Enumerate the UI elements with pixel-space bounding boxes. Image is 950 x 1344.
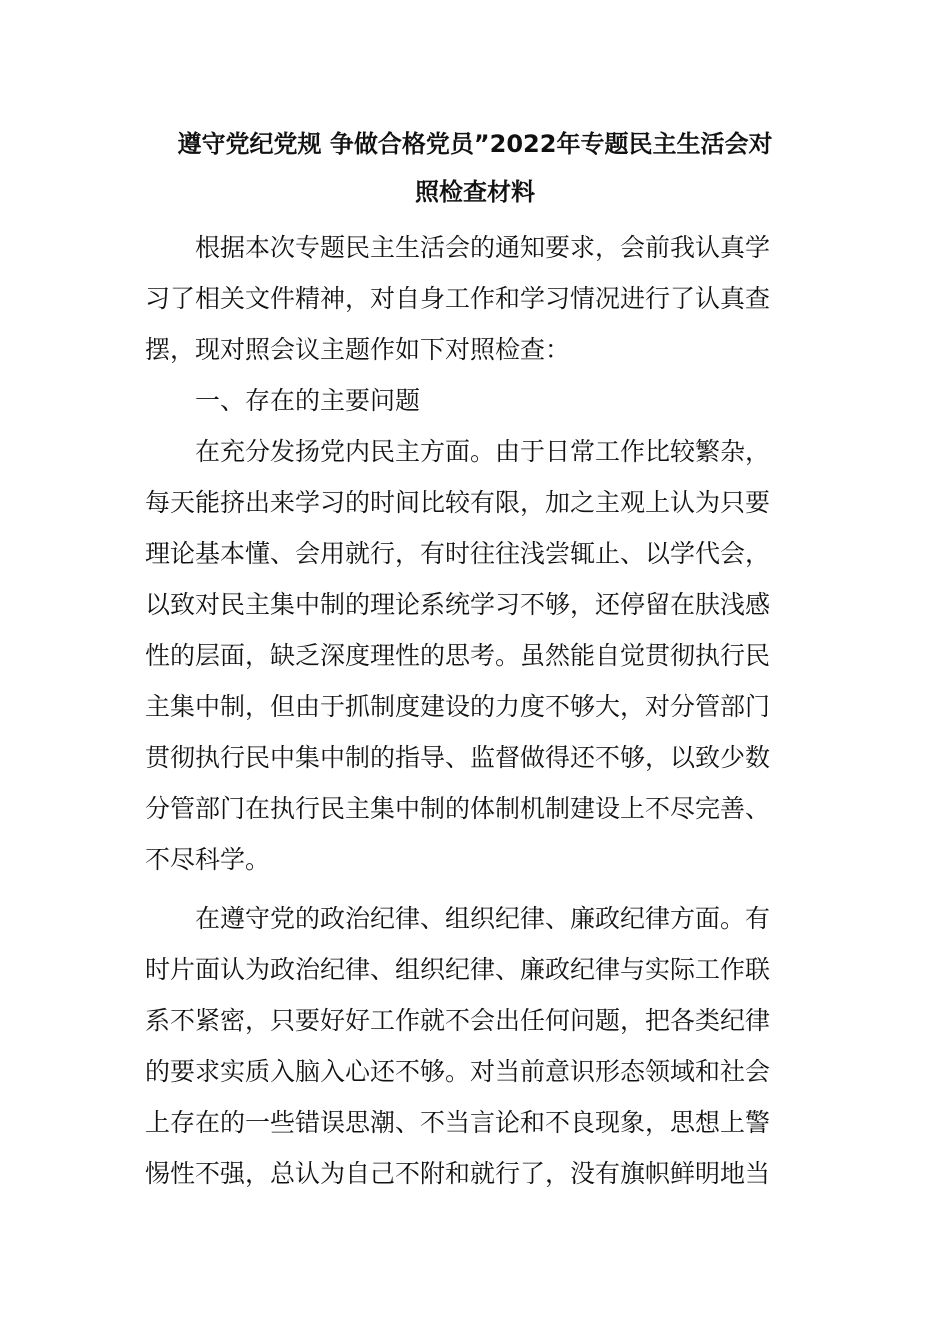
document-title	[120, 120, 830, 216]
paragraph-line: 分管部门在执行民主集中制的体制机制建设上不尽完善、	[145, 794, 771, 823]
paragraph-line: 性的层面，缺乏深度理性的思考。虽然能自觉贯彻执行民	[145, 641, 771, 670]
paragraph-line: 主集中制，但由于抓制度建设的力度不够大，对分管部门	[145, 692, 771, 721]
paragraph-line: 系不紧密，只要好好工作就不会出任何问题，把各类纪律	[145, 1006, 771, 1035]
paragraph-line: 贯彻执行民中集中制的指导、监督做得还不够，以致少数	[145, 743, 771, 772]
title-line: 照检查材料	[415, 178, 535, 206]
paragraph-line: 不尽科学。	[145, 845, 271, 874]
paragraph-spacer	[145, 885, 810, 893]
paragraph-line: 在充分发扬党内民主方面。由于日常工作比较繁杂，	[195, 437, 771, 466]
paragraph-line: 习了相关文件精神，对自身工作和学习情况进行了认真查	[145, 284, 771, 313]
section-heading: 一、存在的主要问题	[195, 386, 421, 415]
paragraph-line: 摆，现对照会议主题作如下对照检查：	[145, 335, 571, 364]
paragraph-line: 根据本次专题民主生活会的通知要求，会前我认真学	[195, 233, 771, 262]
document-body	[145, 222, 810, 1199]
paragraph-line: 上存在的一些错误思潮、不当言论和不良现象，思想上警	[145, 1108, 771, 1137]
paragraph-line: 理论基本懂、会用就行，有时往往浅尝辄止、以学代会，	[145, 539, 771, 568]
paragraph-line: 以致对民主集中制的理论系统学习不够，还停留在肤浅感	[145, 590, 771, 619]
paragraph-line: 每天能挤出来学习的时间比较有限，加之主观上认为只要	[145, 488, 771, 517]
paragraph-line: 时片面认为政治纪律、组织纪律、廉政纪律与实际工作联	[145, 955, 771, 984]
paragraph-line: 在遵守党的政治纪律、组织纪律、廉政纪律方面。有	[195, 904, 771, 933]
title-line: 遵守党纪党规 争做合格党员”2022年专题民主生活会对	[177, 130, 773, 158]
paragraph-line: 惕性不强，总认为自己不附和就行了，没有旗帜鲜明地当	[145, 1159, 771, 1188]
paragraph-line: 的要求实质入脑入心还不够。对当前意识形态领域和社会	[145, 1057, 771, 1086]
